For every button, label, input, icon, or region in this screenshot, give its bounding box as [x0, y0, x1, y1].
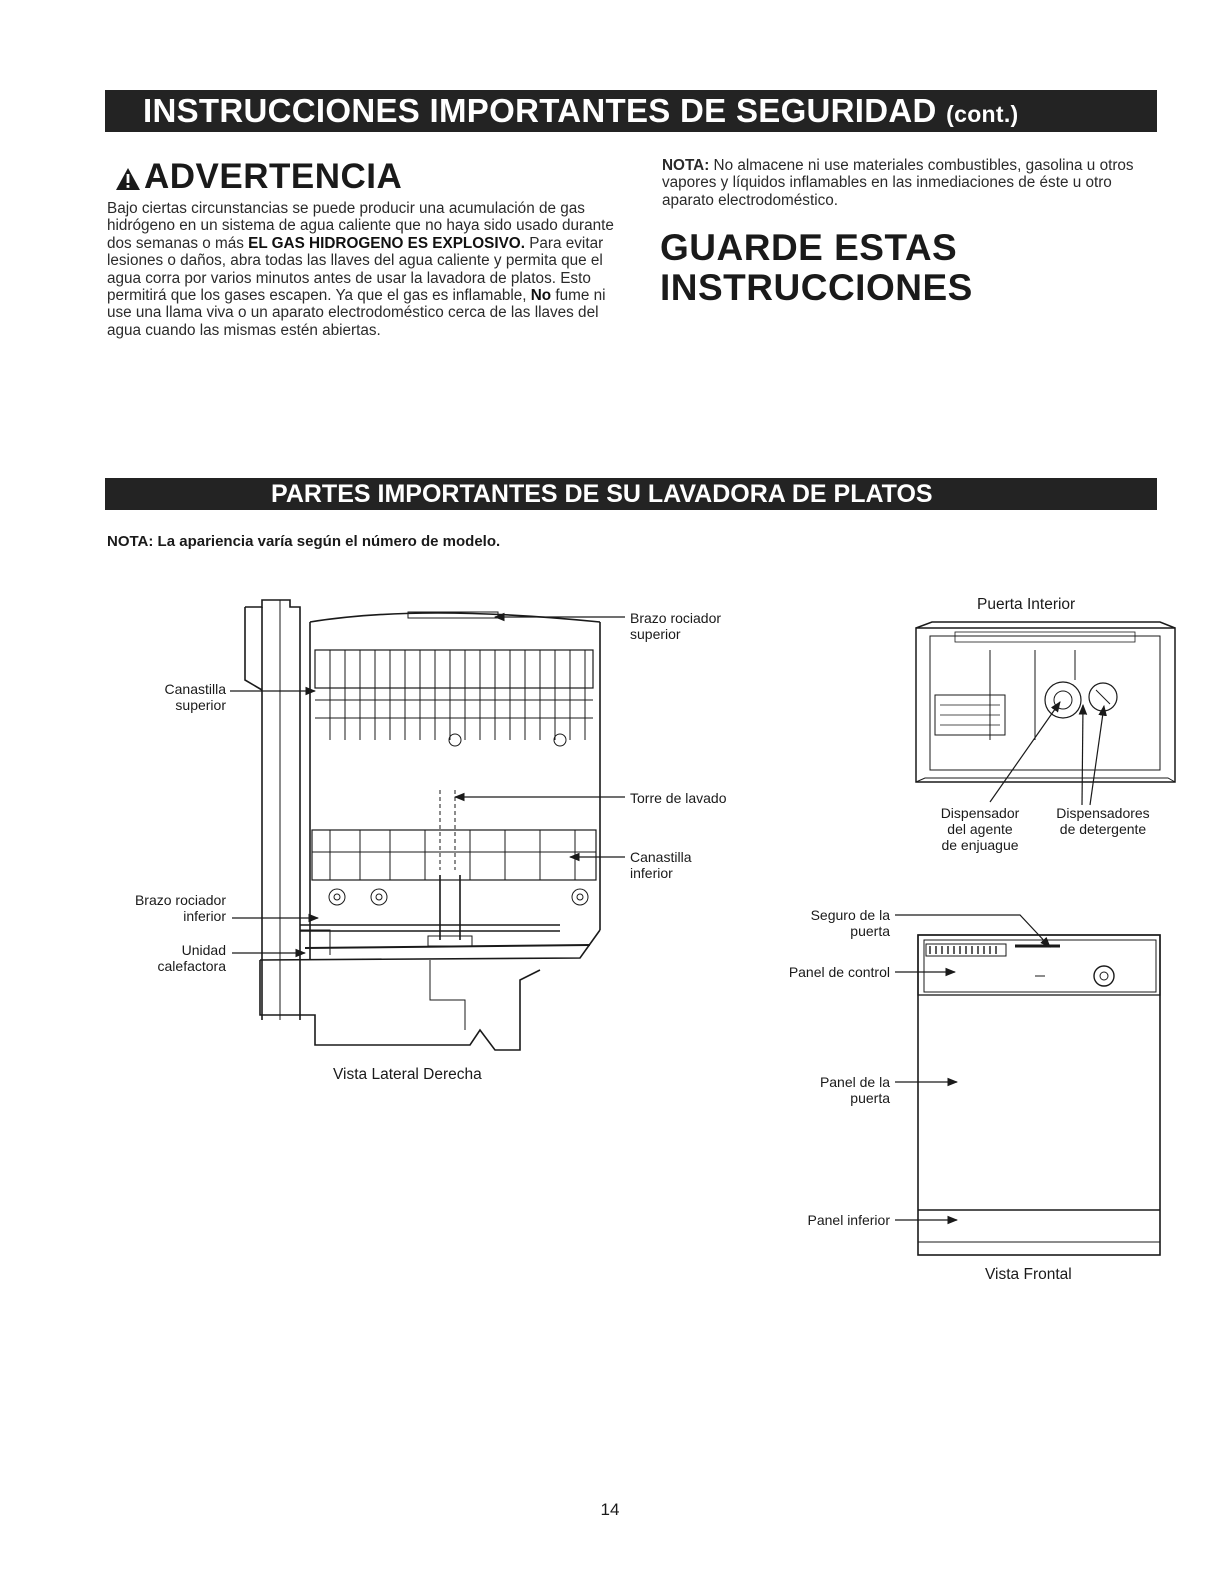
- banner-suffix: (cont.): [946, 101, 1019, 127]
- page-number: 14: [600, 1500, 620, 1519]
- storage-note-label: NOTA:: [662, 157, 710, 174]
- label-wash-tower: Torre de lavado: [630, 790, 727, 806]
- warning-text-3: fume ni use una llama viva o un aparato electrodoméstico cerca de las llaves del agua cuando las mismas estén abiertas.: [107, 287, 606, 339]
- warning-text-2: Para evitar lesiones o daños, abra todas las llaves del agua caliente y permita que el agua corra por varios minutos antes de usar la lavadora de platos. Esto permitirá que los gases escapen. Ya que el gas es inflamable,: [107, 234, 604, 305]
- front-view-diagram: [918, 935, 1160, 1255]
- warning-heading-text: ADVERTENCIA: [144, 157, 403, 196]
- label-detergent-dispensers: Dispensadores de detergente: [1056, 805, 1150, 837]
- model-note-text: La apariencia varía según el número de modelo.: [153, 533, 501, 550]
- label-upper-spray-arm: Brazo rociador superior: [630, 610, 722, 642]
- inner-door-diagram: [916, 622, 1175, 782]
- storage-note-text: No almacene ni use materiales combustibles, gasolina u otros vapores y líquidos inflamables en las inmediaciones de éste u otro aparato electrodoméstico.: [662, 157, 1134, 209]
- label-heating-element: Unidad calefactora: [157, 942, 226, 974]
- label-control-panel: Panel de control: [788, 964, 890, 980]
- label-lower-rack: Canastilla inferior: [630, 849, 692, 881]
- warning-text-1: Bajo ciertas circunstancias se puede producir una acumulación de gas hidrógeno en un sistema de agua caliente que no haya sido usado durante dos semanas o más: [107, 200, 614, 252]
- side-view-caption: Vista Lateral Derecha: [333, 1066, 482, 1083]
- save-instructions-heading: GUARDE ESTAS INSTRUCCIONES: [660, 227, 973, 308]
- inner-door-title: Puerta Interior: [977, 596, 1076, 613]
- label-door-latch: Seguro de la puerta: [810, 907, 890, 939]
- parts-banner-title: PARTES IMPORTANTES DE SU LAVADORA DE PLATOS: [271, 480, 933, 508]
- label-upper-rack: Canastilla superior: [164, 681, 226, 713]
- side-view-diagram: [245, 600, 600, 1050]
- label-lower-panel: Panel inferior: [807, 1212, 890, 1228]
- front-view-caption: Vista Frontal: [985, 1266, 1072, 1283]
- warning-text-bold: EL GAS HIDROGENO ES EXPLOSIVO.: [248, 234, 525, 252]
- warning-text-bold-2: No: [530, 287, 552, 305]
- label-rinse-dispenser: Dispensador del agente de enjuague: [940, 805, 1020, 853]
- model-note-label: NOTA:: [107, 533, 154, 550]
- banner-title: INSTRUCCIONES IMPORTANTES DE SEGURIDAD: [143, 92, 937, 129]
- label-lower-spray-arm: Brazo rociador inferior: [134, 892, 226, 924]
- label-door-panel: Panel de la puerta: [819, 1074, 890, 1106]
